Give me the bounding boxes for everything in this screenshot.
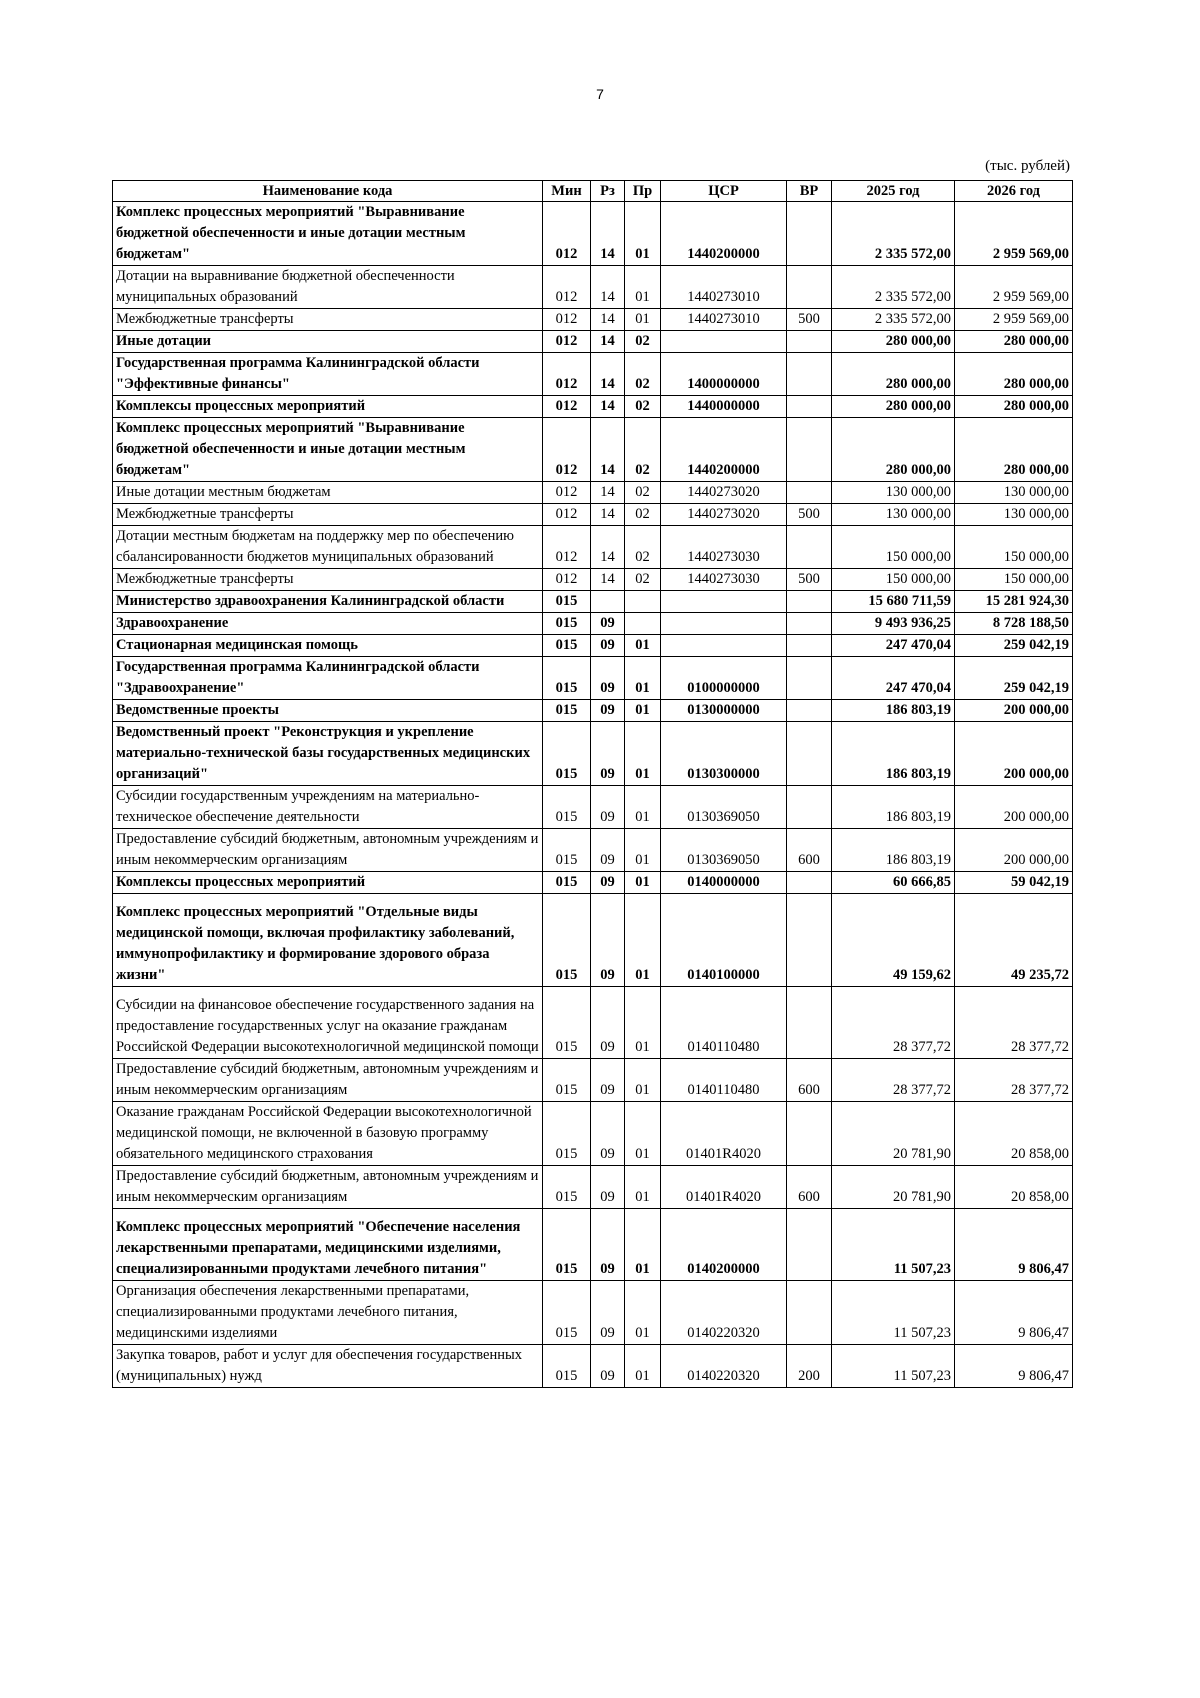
cell-pr: 01: [625, 1345, 661, 1388]
cell-name: Межбюджетные трансферты: [113, 309, 543, 331]
cell-vr: [787, 353, 832, 396]
cell-vr: 600: [787, 1166, 832, 1209]
cell-vr: [787, 266, 832, 309]
cell-name: Межбюджетные трансферты: [113, 504, 543, 526]
table-row: [113, 872, 1073, 894]
cell-vr: [787, 591, 832, 613]
cell-vr: [787, 700, 832, 722]
cell-name: Ведомственный проект "Реконструкция и укрепление материально-технической базы государственных медицинских организаций": [113, 722, 543, 786]
cell-2025: 2 335 572,00: [832, 266, 955, 309]
table-row: [113, 1166, 1073, 1209]
cell-min: 015: [543, 894, 591, 987]
cell-pr: 01: [625, 657, 661, 700]
cell-rz: 14: [591, 266, 625, 309]
table-row: [113, 266, 1073, 309]
cell-rz: 09: [591, 613, 625, 635]
cell-name: Иные дотации местным бюджетам: [113, 482, 543, 504]
table-row: [113, 482, 1073, 504]
cell-2025: 130 000,00: [832, 482, 955, 504]
cell-csr: [661, 613, 787, 635]
cell-csr: 1440000000: [661, 396, 787, 418]
table-row: [113, 569, 1073, 591]
cell-2025: 186 803,19: [832, 786, 955, 829]
cell-pr: 01: [625, 786, 661, 829]
cell-min: 015: [543, 700, 591, 722]
table-row: [113, 894, 1073, 987]
cell-vr: 500: [787, 504, 832, 526]
cell-name: Ведомственные проекты: [113, 700, 543, 722]
cell-2026: 49 235,72: [955, 894, 1073, 987]
cell-vr: 600: [787, 829, 832, 872]
header-2026: 2026 год: [955, 181, 1073, 202]
header-name: Наименование кода: [113, 181, 543, 202]
cell-pr: 02: [625, 418, 661, 482]
cell-csr: 1440200000: [661, 418, 787, 482]
table-row: [113, 700, 1073, 722]
cell-min: 015: [543, 1281, 591, 1345]
table-row: [113, 613, 1073, 635]
cell-2025: 280 000,00: [832, 331, 955, 353]
cell-2025: 186 803,19: [832, 722, 955, 786]
cell-csr: 0140110480: [661, 1059, 787, 1102]
cell-csr: 01401R4020: [661, 1166, 787, 1209]
cell-pr: 01: [625, 1281, 661, 1345]
cell-pr: 01: [625, 1166, 661, 1209]
cell-2026: 9 806,47: [955, 1209, 1073, 1281]
cell-min: 012: [543, 504, 591, 526]
table-row: [113, 786, 1073, 829]
cell-2026: 200 000,00: [955, 700, 1073, 722]
cell-min: 015: [543, 591, 591, 613]
table-row: [113, 353, 1073, 396]
cell-min: 015: [543, 613, 591, 635]
cell-rz: 09: [591, 987, 625, 1059]
cell-2026: 200 000,00: [955, 722, 1073, 786]
cell-min: 012: [543, 418, 591, 482]
cell-2026: 150 000,00: [955, 526, 1073, 569]
cell-min: 015: [543, 1209, 591, 1281]
table-row: [113, 504, 1073, 526]
cell-pr: [625, 613, 661, 635]
cell-csr: 0130369050: [661, 829, 787, 872]
cell-rz: 14: [591, 504, 625, 526]
cell-pr: [625, 591, 661, 613]
cell-pr: 02: [625, 504, 661, 526]
cell-pr: 01: [625, 1059, 661, 1102]
cell-vr: [787, 418, 832, 482]
cell-csr: 1440273030: [661, 526, 787, 569]
cell-min: 015: [543, 1102, 591, 1166]
cell-rz: 14: [591, 202, 625, 266]
cell-vr: [787, 202, 832, 266]
cell-csr: 1440273020: [661, 482, 787, 504]
cell-rz: 14: [591, 418, 625, 482]
cell-vr: 200: [787, 1345, 832, 1388]
cell-vr: [787, 526, 832, 569]
cell-2026: 28 377,72: [955, 987, 1073, 1059]
table-row: [113, 635, 1073, 657]
table-row: [113, 202, 1073, 266]
table-row: [113, 657, 1073, 700]
cell-csr: 01401R4020: [661, 1102, 787, 1166]
cell-2025: 247 470,04: [832, 657, 955, 700]
cell-name: Комплекс процессных мероприятий "Выравнивание бюджетной обеспеченности и иные дотации местным бюджетам": [113, 418, 543, 482]
cell-2025: 20 781,90: [832, 1166, 955, 1209]
cell-2025: 9 493 936,25: [832, 613, 955, 635]
table-row: [113, 1059, 1073, 1102]
cell-name: Субсидии государственным учреждениям на материально-техническое обеспечение деятельности: [113, 786, 543, 829]
cell-name: Закупка товаров, работ и услуг для обеспечения государственных (муниципальных) нужд: [113, 1345, 543, 1388]
cell-2026: 150 000,00: [955, 569, 1073, 591]
cell-vr: [787, 987, 832, 1059]
cell-2026: 280 000,00: [955, 353, 1073, 396]
cell-csr: 1440200000: [661, 202, 787, 266]
cell-csr: [661, 591, 787, 613]
cell-min: 012: [543, 353, 591, 396]
cell-csr: 1400000000: [661, 353, 787, 396]
cell-vr: [787, 331, 832, 353]
cell-name: Комплекс процессных мероприятий "Выравнивание бюджетной обеспеченности и иные дотации местным бюджетам": [113, 202, 543, 266]
cell-vr: 600: [787, 1059, 832, 1102]
cell-rz: 09: [591, 657, 625, 700]
cell-min: 015: [543, 657, 591, 700]
cell-pr: 01: [625, 202, 661, 266]
cell-min: 012: [543, 482, 591, 504]
cell-2025: 280 000,00: [832, 418, 955, 482]
cell-min: 015: [543, 786, 591, 829]
cell-min: 015: [543, 1059, 591, 1102]
cell-rz: 09: [591, 829, 625, 872]
cell-csr: 0100000000: [661, 657, 787, 700]
table-row: [113, 1345, 1073, 1388]
cell-min: 015: [543, 722, 591, 786]
cell-vr: [787, 894, 832, 987]
cell-name: Комплексы процессных мероприятий: [113, 872, 543, 894]
cell-2026: 15 281 924,30: [955, 591, 1073, 613]
table-row: [113, 987, 1073, 1059]
cell-2026: 259 042,19: [955, 657, 1073, 700]
cell-2025: 186 803,19: [832, 700, 955, 722]
cell-2025: 2 335 572,00: [832, 309, 955, 331]
cell-pr: 01: [625, 829, 661, 872]
table-row: [113, 591, 1073, 613]
cell-rz: 14: [591, 482, 625, 504]
cell-rz: 14: [591, 331, 625, 353]
cell-csr: 1440273020: [661, 504, 787, 526]
cell-2026: 20 858,00: [955, 1102, 1073, 1166]
cell-min: 015: [543, 635, 591, 657]
cell-min: 012: [543, 202, 591, 266]
cell-rz: 09: [591, 1281, 625, 1345]
cell-2025: 15 680 711,59: [832, 591, 955, 613]
cell-csr: 1440273010: [661, 266, 787, 309]
cell-rz: [591, 591, 625, 613]
cell-2026: 200 000,00: [955, 829, 1073, 872]
cell-rz: 14: [591, 353, 625, 396]
cell-name: Государственная программа Калининградской области "Здравоохранение": [113, 657, 543, 700]
cell-pr: 02: [625, 331, 661, 353]
table-row: [113, 526, 1073, 569]
cell-vr: [787, 1281, 832, 1345]
cell-2026: 200 000,00: [955, 786, 1073, 829]
cell-2025: 11 507,23: [832, 1209, 955, 1281]
cell-name: Стационарная медицинская помощь: [113, 635, 543, 657]
page-number: 7: [596, 86, 604, 102]
cell-min: 015: [543, 1166, 591, 1209]
table-row: [113, 722, 1073, 786]
cell-name: Организация обеспечения лекарственными препаратами, специализированными продуктами лечебного питания, медицинскими изделиями: [113, 1281, 543, 1345]
cell-min: 012: [543, 266, 591, 309]
cell-rz: 09: [591, 1166, 625, 1209]
cell-rz: 09: [591, 1102, 625, 1166]
cell-2026: 20 858,00: [955, 1166, 1073, 1209]
cell-rz: 09: [591, 635, 625, 657]
cell-pr: 01: [625, 309, 661, 331]
cell-name: Иные дотации: [113, 331, 543, 353]
cell-2026: 2 959 569,00: [955, 309, 1073, 331]
cell-2026: 280 000,00: [955, 418, 1073, 482]
cell-vr: [787, 635, 832, 657]
cell-pr: 02: [625, 569, 661, 591]
cell-2026: 59 042,19: [955, 872, 1073, 894]
cell-2026: 130 000,00: [955, 504, 1073, 526]
cell-name: Здравоохранение: [113, 613, 543, 635]
budget-table: [112, 180, 1073, 1388]
cell-2025: 28 377,72: [832, 1059, 955, 1102]
cell-vr: [787, 1102, 832, 1166]
cell-2026: 9 806,47: [955, 1345, 1073, 1388]
cell-pr: 01: [625, 722, 661, 786]
cell-2025: 150 000,00: [832, 569, 955, 591]
cell-csr: 0140100000: [661, 894, 787, 987]
cell-pr: 01: [625, 872, 661, 894]
cell-2026: 2 959 569,00: [955, 266, 1073, 309]
cell-rz: 14: [591, 569, 625, 591]
cell-name: Комплексы процессных мероприятий: [113, 396, 543, 418]
cell-min: 012: [543, 569, 591, 591]
table-row: [113, 1102, 1073, 1166]
cell-pr: 02: [625, 526, 661, 569]
cell-csr: 1440273030: [661, 569, 787, 591]
cell-pr: 01: [625, 1102, 661, 1166]
cell-name: Предоставление субсидий бюджетным, автономным учреждениям и иным некоммерческим организациям: [113, 1059, 543, 1102]
cell-vr: [787, 396, 832, 418]
cell-vr: [787, 872, 832, 894]
cell-min: 015: [543, 872, 591, 894]
cell-2026: 259 042,19: [955, 635, 1073, 657]
cell-csr: [661, 331, 787, 353]
cell-2025: 280 000,00: [832, 353, 955, 396]
cell-pr: 02: [625, 482, 661, 504]
cell-min: 012: [543, 309, 591, 331]
table-row: [113, 1281, 1073, 1345]
cell-rz: 09: [591, 700, 625, 722]
cell-pr: 01: [625, 266, 661, 309]
cell-2026: 28 377,72: [955, 1059, 1073, 1102]
cell-name: Государственная программа Калининградской области "Эффективные финансы": [113, 353, 543, 396]
cell-csr: [661, 635, 787, 657]
cell-pr: 01: [625, 700, 661, 722]
cell-min: 012: [543, 526, 591, 569]
cell-name: Комплекс процессных мероприятий "Отдельные виды медицинской помощи, включая профилактику заболеваний, иммунопрофилактику и формирование здорового образа жизни": [113, 894, 543, 987]
cell-pr: 02: [625, 396, 661, 418]
cell-rz: 09: [591, 894, 625, 987]
cell-rz: 09: [591, 1345, 625, 1388]
cell-pr: 01: [625, 635, 661, 657]
cell-2025: 60 666,85: [832, 872, 955, 894]
cell-name: Межбюджетные трансферты: [113, 569, 543, 591]
cell-name: Министерство здравоохранения Калининградской области: [113, 591, 543, 613]
cell-2025: 186 803,19: [832, 829, 955, 872]
cell-pr: 02: [625, 353, 661, 396]
cell-csr: 0140200000: [661, 1209, 787, 1281]
cell-csr: 0130300000: [661, 722, 787, 786]
cell-vr: 500: [787, 309, 832, 331]
cell-rz: 09: [591, 722, 625, 786]
cell-rz: 09: [591, 872, 625, 894]
cell-rz: 09: [591, 786, 625, 829]
cell-name: Предоставление субсидий бюджетным, автономным учреждениям и иным некоммерческим организациям: [113, 829, 543, 872]
cell-min: 015: [543, 987, 591, 1059]
cell-min: 015: [543, 1345, 591, 1388]
cell-min: 012: [543, 331, 591, 353]
header-2025: 2025 год: [832, 181, 955, 202]
cell-vr: [787, 657, 832, 700]
cell-csr: 1440273010: [661, 309, 787, 331]
table-row: [113, 829, 1073, 872]
cell-csr: 0140110480: [661, 987, 787, 1059]
cell-pr: 01: [625, 894, 661, 987]
cell-2025: 49 159,62: [832, 894, 955, 987]
cell-name: Субсидии на финансовое обеспечение государственного задания на предоставление государственных услуг на оказание гражданам Российской Федерации высокотехнологичной медицинской помощи: [113, 987, 543, 1059]
cell-2025: 2 335 572,00: [832, 202, 955, 266]
cell-2025: 28 377,72: [832, 987, 955, 1059]
cell-rz: 14: [591, 526, 625, 569]
cell-vr: [787, 786, 832, 829]
table-row: [113, 418, 1073, 482]
cell-vr: [787, 613, 832, 635]
units-label: (тыс. рублей): [985, 158, 1070, 174]
cell-pr: 01: [625, 1209, 661, 1281]
table-header-row: [113, 181, 1073, 202]
cell-csr: 0140220320: [661, 1345, 787, 1388]
table-row: [113, 1209, 1073, 1281]
cell-rz: 14: [591, 309, 625, 331]
header-min: Мин: [543, 181, 591, 202]
header-pr: Пр: [625, 181, 661, 202]
cell-2025: 11 507,23: [832, 1281, 955, 1345]
cell-2025: 150 000,00: [832, 526, 955, 569]
cell-rz: 09: [591, 1209, 625, 1281]
cell-2025: 247 470,04: [832, 635, 955, 657]
cell-vr: [787, 1209, 832, 1281]
cell-csr: 0140000000: [661, 872, 787, 894]
cell-2025: 20 781,90: [832, 1102, 955, 1166]
table-body: [113, 202, 1073, 1388]
table-row: [113, 309, 1073, 331]
cell-rz: 14: [591, 396, 625, 418]
header-csr: ЦСР: [661, 181, 787, 202]
cell-name: Комплекс процессных мероприятий "Обеспечение населения лекарственными препаратами, медицинскими изделиями, специализированными продуктами лечебного питания": [113, 1209, 543, 1281]
header-rz: Рз: [591, 181, 625, 202]
cell-2026: 280 000,00: [955, 396, 1073, 418]
cell-vr: [787, 722, 832, 786]
cell-name: Оказание гражданам Российской Федерации высокотехнологичной медицинской помощи, не включенной в базовую программу обязательного медицинского страхования: [113, 1102, 543, 1166]
table-row: [113, 331, 1073, 353]
cell-2025: 130 000,00: [832, 504, 955, 526]
cell-min: 015: [543, 829, 591, 872]
cell-min: 012: [543, 396, 591, 418]
cell-name: Дотации местным бюджетам на поддержку мер по обеспечению сбалансированности бюджетов муниципальных образований: [113, 526, 543, 569]
cell-pr: 01: [625, 987, 661, 1059]
cell-2026: 9 806,47: [955, 1281, 1073, 1345]
cell-rz: 09: [591, 1059, 625, 1102]
cell-csr: 0130000000: [661, 700, 787, 722]
cell-name: Предоставление субсидий бюджетным, автономным учреждениям и иным некоммерческим организациям: [113, 1166, 543, 1209]
cell-csr: 0130369050: [661, 786, 787, 829]
cell-vr: 500: [787, 569, 832, 591]
cell-2025: 11 507,23: [832, 1345, 955, 1388]
cell-2025: 280 000,00: [832, 396, 955, 418]
header-vr: ВР: [787, 181, 832, 202]
cell-2026: 2 959 569,00: [955, 202, 1073, 266]
cell-2026: 130 000,00: [955, 482, 1073, 504]
cell-2026: 280 000,00: [955, 331, 1073, 353]
cell-2026: 8 728 188,50: [955, 613, 1073, 635]
table-row: [113, 396, 1073, 418]
cell-name: Дотации на выравнивание бюджетной обеспеченности муниципальных образований: [113, 266, 543, 309]
cell-csr: 0140220320: [661, 1281, 787, 1345]
cell-vr: [787, 482, 832, 504]
